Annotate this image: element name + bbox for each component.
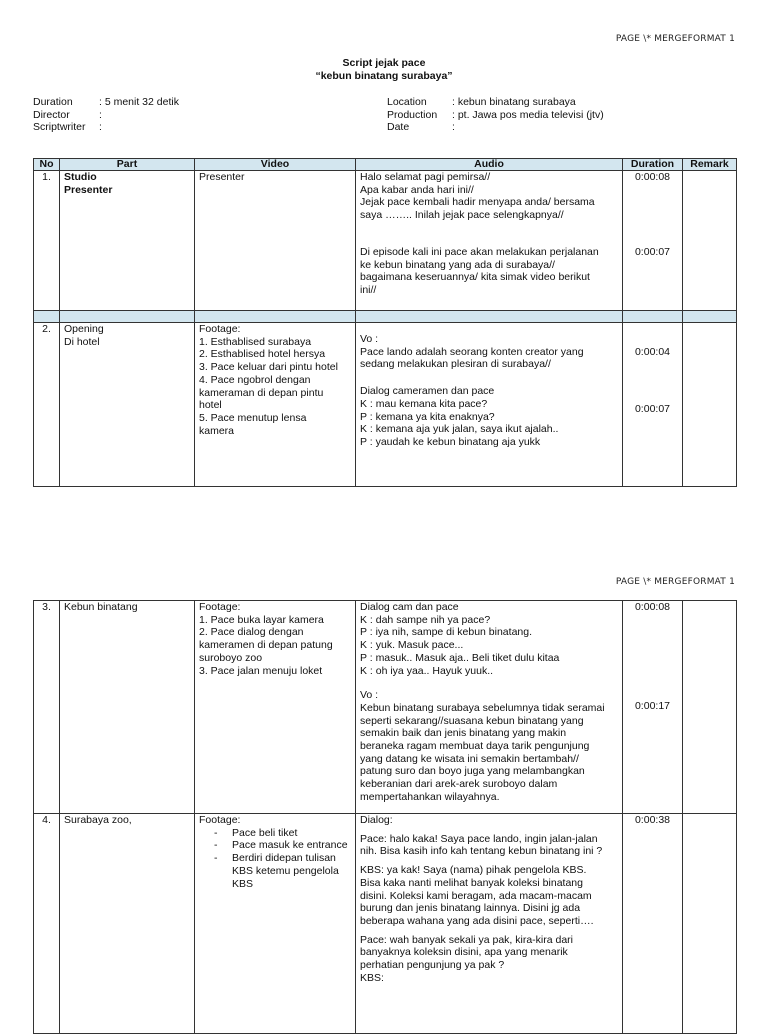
audio-line: Dialog cameramen dan pace: [360, 385, 495, 398]
part-cell: [60, 171, 195, 311]
part-cell: [60, 814, 195, 1034]
meta-left: [33, 96, 179, 134]
audio-line: ini//: [360, 283, 377, 296]
audio-line: P : kemana ya kita enaknya?: [360, 410, 495, 423]
audio-line: seperti sekarang//suasana kebun binatang yang: [360, 714, 584, 727]
script-title: Script jejak pace: [342, 57, 426, 69]
audio-line: K : yuk. Masuk pace...: [360, 639, 464, 652]
meta-label: Location: [387, 96, 427, 108]
meta-label: Duration: [33, 96, 73, 108]
video-line: kameraman di depan pintu: [199, 386, 324, 399]
list-item: - Berdiri didepan tulisan KBS ketemu pengelola KBS: [232, 852, 351, 890]
duration-value: 0:00:08: [634, 171, 671, 183]
video-line: 4. Pace ngobrol dengan: [199, 373, 311, 386]
audio-line: Dialog cam dan pace: [360, 601, 459, 613]
audio-line: Vo :: [360, 333, 379, 345]
audio-line: semakin baik dan jenis binatang yang makin: [360, 727, 567, 740]
audio-cell: [356, 323, 623, 487]
part-line: Presenter: [64, 183, 113, 196]
meta-value: :: [99, 108, 102, 121]
meta-label: Director: [33, 108, 70, 121]
video-line: Footage:: [199, 323, 241, 335]
duration-value: 0:00:38: [634, 814, 671, 826]
video-line: 3. Pace jalan menuju loket: [199, 664, 323, 677]
video-line: Footage:: [199, 601, 241, 613]
audio-line: patung suro dan boyo juga yang melambangkan: [360, 765, 585, 778]
row-number: 2.: [34, 323, 60, 487]
part-line: Opening: [64, 323, 104, 335]
footage-list: [199, 827, 351, 891]
audio-line: P : masuk.. Masuk aja.. Beli tiket dulu kitaa: [360, 651, 560, 664]
script-table-page-1: [33, 158, 737, 487]
audio-line: P : iya nih, sampe di kebun binatang.: [360, 626, 533, 639]
audio-line: disini. Koleksi kami beragam, ada macam-macam: [360, 889, 592, 902]
duration-value: 0:00:07: [634, 245, 671, 258]
audio-line: perhatian pengunjung ya pak ?: [360, 959, 505, 972]
audio-line: Halo selamat pagi pemirsa//: [360, 171, 491, 183]
list-item: - Pace beli tiket: [232, 827, 351, 840]
meta-value: : 5 menit 32 detik: [99, 96, 179, 108]
audio-line: bagaimana keseruannya/ kita simak video berikut: [360, 271, 590, 284]
video-line: hotel: [199, 399, 222, 412]
table-row: [34, 601, 737, 814]
video-line: 1. Pace buka layar kamera: [199, 613, 324, 626]
audio-line: K : kemana aja yuk jalan, saya ikut ajalah..: [360, 423, 559, 436]
video-line: Footage:: [199, 814, 241, 826]
meta-value: : pt. Jawa pos media televisi (jtv): [452, 108, 604, 121]
row-number: 3.: [34, 601, 60, 814]
meta-value: : kebun binatang surabaya: [452, 96, 576, 108]
video-line: kameramen di depan patung: [199, 639, 333, 652]
table-row: [34, 171, 737, 311]
video-line: 5. Pace menutup lensa: [199, 411, 307, 424]
audio-line: beberapa wahana yang ada disini pace, seperti….: [360, 914, 594, 927]
header-video: Video: [195, 159, 356, 171]
part-line: Di hotel: [64, 335, 100, 348]
audio-line: Pace: halo kaka! Saya pace lando, ingin jalan-jalan: [360, 832, 598, 845]
audio-line: ke kebun binatang yang ada di surabaya//: [360, 258, 555, 271]
audio-line: K : oh iya yaa.. Hayuk yuuk..: [360, 664, 494, 677]
row-number: 1.: [34, 171, 60, 311]
row-number: 4.: [34, 814, 60, 1034]
header-remark: Remark: [683, 159, 737, 171]
meta-label: Production: [387, 108, 438, 121]
audio-line: KBS:: [360, 971, 384, 984]
audio-line: P : yaudah ke kebun binatang aja yukk: [360, 435, 541, 448]
duration-cell: [623, 171, 683, 311]
audio-line: mempertahankan wilayahnya.: [360, 790, 500, 803]
audio-line: yang datang ke wisata ini semakin bertambah//: [360, 752, 579, 765]
audio-line: Vo :: [360, 689, 379, 702]
remark-cell: [683, 814, 737, 1034]
part-cell: [60, 323, 195, 487]
audio-line: beraneka ragam membuat daya tarik pengunjung: [360, 740, 590, 753]
video-line: 3. Pace keluar dari pintu hotel: [199, 361, 338, 374]
audio-line: Pace: wah banyak sekali ya pak, kira-kira dari: [360, 933, 574, 946]
meta-right: [387, 96, 604, 134]
table-row: [34, 814, 737, 1034]
video-cell: [195, 171, 356, 311]
audio-line: saya …….. Inilah jejak pace selengkapnya//: [360, 209, 564, 222]
list-item: - Pace masuk ke entrance: [232, 839, 351, 852]
audio-line: KBS: ya kak! Saya (nama) pihak pengelola KBS.: [360, 864, 587, 877]
meta-value: :: [452, 121, 455, 133]
video-line: 2. Pace dialog dengan: [199, 626, 304, 639]
audio-line: K : mau kemana kita pace?: [360, 397, 488, 410]
audio-line: Jejak pace kembali hadir menyapa anda/ bersama: [360, 196, 595, 209]
part-line: Surabaya zoo,: [64, 814, 132, 826]
page-number-field: PAGE \* MERGEFORMAT 1: [615, 34, 735, 44]
header-audio: Audio: [356, 159, 623, 171]
duration-value: 0:00:07: [634, 402, 671, 415]
audio-line: Apa kabar anda hari ini//: [360, 183, 474, 196]
audio-line: keberanian dari arek-arek suroboyo dalam: [360, 778, 558, 791]
audio-line: nih. Bisa kasih info kah tentang kebun binatang ini ?: [360, 845, 603, 858]
script-subtitle: “kebun binatang surabaya”: [315, 70, 453, 82]
duration-cell: [623, 814, 683, 1034]
part-line: Studio: [64, 171, 97, 183]
duration-value: 0:00:17: [634, 699, 671, 712]
video-cell: [195, 814, 356, 1034]
audio-cell: [356, 171, 623, 311]
audio-cell: [356, 814, 623, 1034]
table-spacer-row: [34, 311, 737, 323]
audio-line: Bisa kaka nanti melihat banyak koleksi binatang: [360, 876, 583, 889]
part-cell: [60, 601, 195, 814]
audio-cell: [356, 601, 623, 814]
duration-value: 0:00:04: [634, 346, 671, 358]
audio-line: Di episode kali ini pace akan melakukan perjalanan: [360, 245, 599, 258]
table-row: [34, 323, 737, 487]
remark-cell: [683, 601, 737, 814]
video-line: 1. Esthablised surabaya: [199, 335, 312, 348]
remark-cell: [683, 323, 737, 487]
audio-line: Pace lando adalah seorang konten creator yang: [360, 345, 584, 358]
video-line: 2. Esthablised hotel hersya: [199, 348, 326, 361]
header-part: Part: [60, 159, 195, 171]
video-line: Presenter: [199, 171, 245, 183]
header-duration: Duration: [623, 159, 683, 171]
audio-line: sedang melakukan plesiran di surabaya//: [360, 358, 551, 371]
video-line: suroboyo zoo: [199, 651, 263, 664]
meta-label: Date: [387, 121, 410, 133]
audio-line: Kebun binatang surabaya sebelumnya tidak seramai: [360, 701, 605, 714]
video-cell: [195, 323, 356, 487]
page-number-field: PAGE \* MERGEFORMAT 1: [615, 577, 735, 587]
remark-cell: [683, 171, 737, 311]
video-line: kamera: [199, 424, 235, 437]
duration-cell: [623, 323, 683, 487]
duration-value: 0:00:08: [634, 601, 671, 613]
video-cell: [195, 601, 356, 814]
audio-line: burung dan jenis binatang lainnya. Disini jg ada: [360, 902, 581, 915]
header-no: No: [34, 159, 60, 171]
script-table-page-2: [33, 600, 737, 1034]
audio-line: banyaknya koleksin disini, apa yang menarik: [360, 946, 568, 959]
audio-line: Dialog:: [360, 814, 393, 826]
meta-value: :: [99, 121, 102, 133]
part-line: Kebun binatang: [64, 601, 138, 613]
meta-label: Scriptwriter: [33, 121, 86, 133]
audio-line: K : dah sampe nih ya pace?: [360, 613, 491, 626]
duration-cell: [623, 601, 683, 814]
